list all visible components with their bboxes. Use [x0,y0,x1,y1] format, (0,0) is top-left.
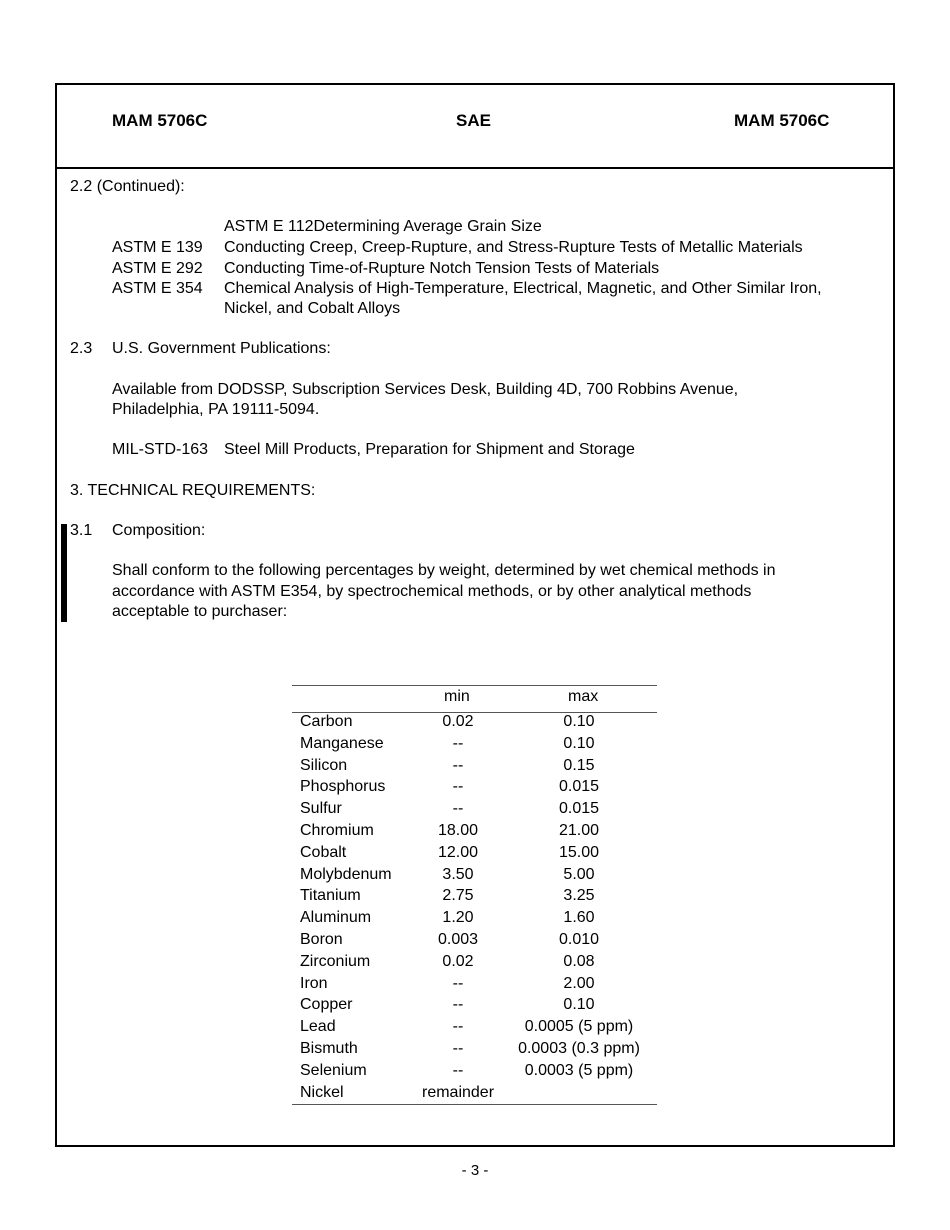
max-cell: 0.0003 (0.3 ppm) [518,1040,640,1057]
element-cell: Iron [300,975,328,992]
min-cell: -- [452,975,464,992]
element-cell: Aluminum [300,909,372,926]
max-cell: 5.00 [563,866,595,883]
page-number: - 3 - [461,1162,489,1179]
element-cell: Copper [300,996,353,1013]
min-cell: -- [452,996,464,1013]
element-cell: Titanium [300,887,361,904]
element-cell: Carbon [300,713,353,730]
max-cell: 2.00 [563,975,595,992]
section-2-3-number: 2.3 [70,340,93,357]
element-cell: Boron [300,931,343,948]
composition-paragraph: Shall conform to the following percentages by weight, determined by wet chemical methods in [112,562,776,579]
max-cell: 0.15 [563,757,595,774]
min-cell: -- [452,800,464,817]
page-header [57,85,893,169]
section-3-heading: 3. TECHNICAL REQUIREMENTS: [70,482,316,499]
max-cell: 0.015 [558,778,600,795]
min-cell: -- [452,1018,464,1035]
max-cell: 0.0005 (5 ppm) [524,1018,634,1035]
mil-std-code: MIL-STD-163 [112,441,209,458]
min-cell: -- [452,757,464,774]
element-cell: Sulfur [300,800,342,817]
max-cell: 0.10 [563,713,595,730]
ref-title: ASTM E 112Determining Average Grain Size [224,218,542,235]
element-cell: Chromium [300,822,374,839]
max-cell: 0.10 [563,996,595,1013]
min-cell: remainder [421,1084,495,1101]
ref-code: ASTM E 292 [112,260,203,277]
ref-code: ASTM E 354 [112,280,203,297]
element-cell: Molybdenum [300,866,392,883]
header-doc-number-left: MAM 5706C [112,111,208,130]
composition-paragraph: accordance with ASTM E354, by spectrochemical methods, or by other analytical methods [112,583,752,600]
max-cell: 0.0003 (5 ppm) [524,1062,634,1079]
mil-std-title: Steel Mill Products, Preparation for Shipment and Storage [224,441,635,458]
table-top-rule [292,685,657,686]
min-cell: 0.02 [442,713,474,730]
max-cell: 0.010 [558,931,600,948]
availability-text: Philadelphia, PA 19111-5094. [112,401,320,418]
max-cell: 21.00 [558,822,600,839]
min-cell: -- [452,735,464,752]
min-cell: 3.50 [442,866,474,883]
composition-paragraph: acceptable to purchaser: [112,603,288,620]
min-cell: 0.02 [442,953,474,970]
element-cell: Bismuth [300,1040,358,1057]
composition-table [292,685,657,1105]
ref-code: ASTM E 139 [112,239,203,256]
element-cell: Phosphorus [300,778,386,795]
column-header-max: max [568,688,599,705]
max-cell: 1.60 [563,909,595,926]
element-cell: Lead [300,1018,336,1035]
min-cell: 2.75 [442,887,474,904]
min-cell: 0.003 [437,931,479,948]
table-bottom-rule [292,1104,657,1105]
min-cell: 1.20 [442,909,474,926]
header-org: SAE [456,111,491,130]
element-cell: Selenium [300,1062,367,1079]
element-cell: Silicon [300,757,348,774]
availability-text: Available from DODSSP, Subscription Services Desk, Building 4D, 700 Robbins Avenue, [112,381,739,398]
min-cell: -- [452,778,464,795]
ref-title-continued: Nickel, and Cobalt Alloys [224,300,401,317]
max-cell: 0.10 [563,735,595,752]
column-header-min: min [444,688,470,705]
section-3-1-number: 3.1 [70,522,93,539]
element-cell: Cobalt [300,844,347,861]
section-2-3-heading: U.S. Government Publications: [112,340,331,357]
revision-change-bar [61,524,67,622]
min-cell: -- [452,1062,464,1079]
max-cell: 15.00 [558,844,600,861]
section-2-2-heading: 2.2 (Continued): [70,178,185,195]
max-cell: 3.25 [563,887,595,904]
element-cell: Manganese [300,735,384,752]
max-cell: 0.08 [563,953,595,970]
ref-title: Conducting Creep, Creep-Rupture, and Stress-Rupture Tests of Metallic Materials [224,239,803,256]
ref-title: Conducting Time-of-Rupture Notch Tension Tests of Materials [224,260,660,277]
min-cell: 18.00 [437,822,479,839]
min-cell: 12.00 [437,844,479,861]
element-cell: Zirconium [300,953,371,970]
max-cell: 0.015 [558,800,600,817]
header-doc-number-right: MAM 5706C [734,111,830,130]
min-cell: -- [452,1040,464,1057]
section-3-1-heading: Composition: [112,522,206,539]
ref-title: Chemical Analysis of High-Temperature, Electrical, Magnetic, and Other Similar Iron, [224,280,822,297]
element-cell: Nickel [300,1084,344,1101]
